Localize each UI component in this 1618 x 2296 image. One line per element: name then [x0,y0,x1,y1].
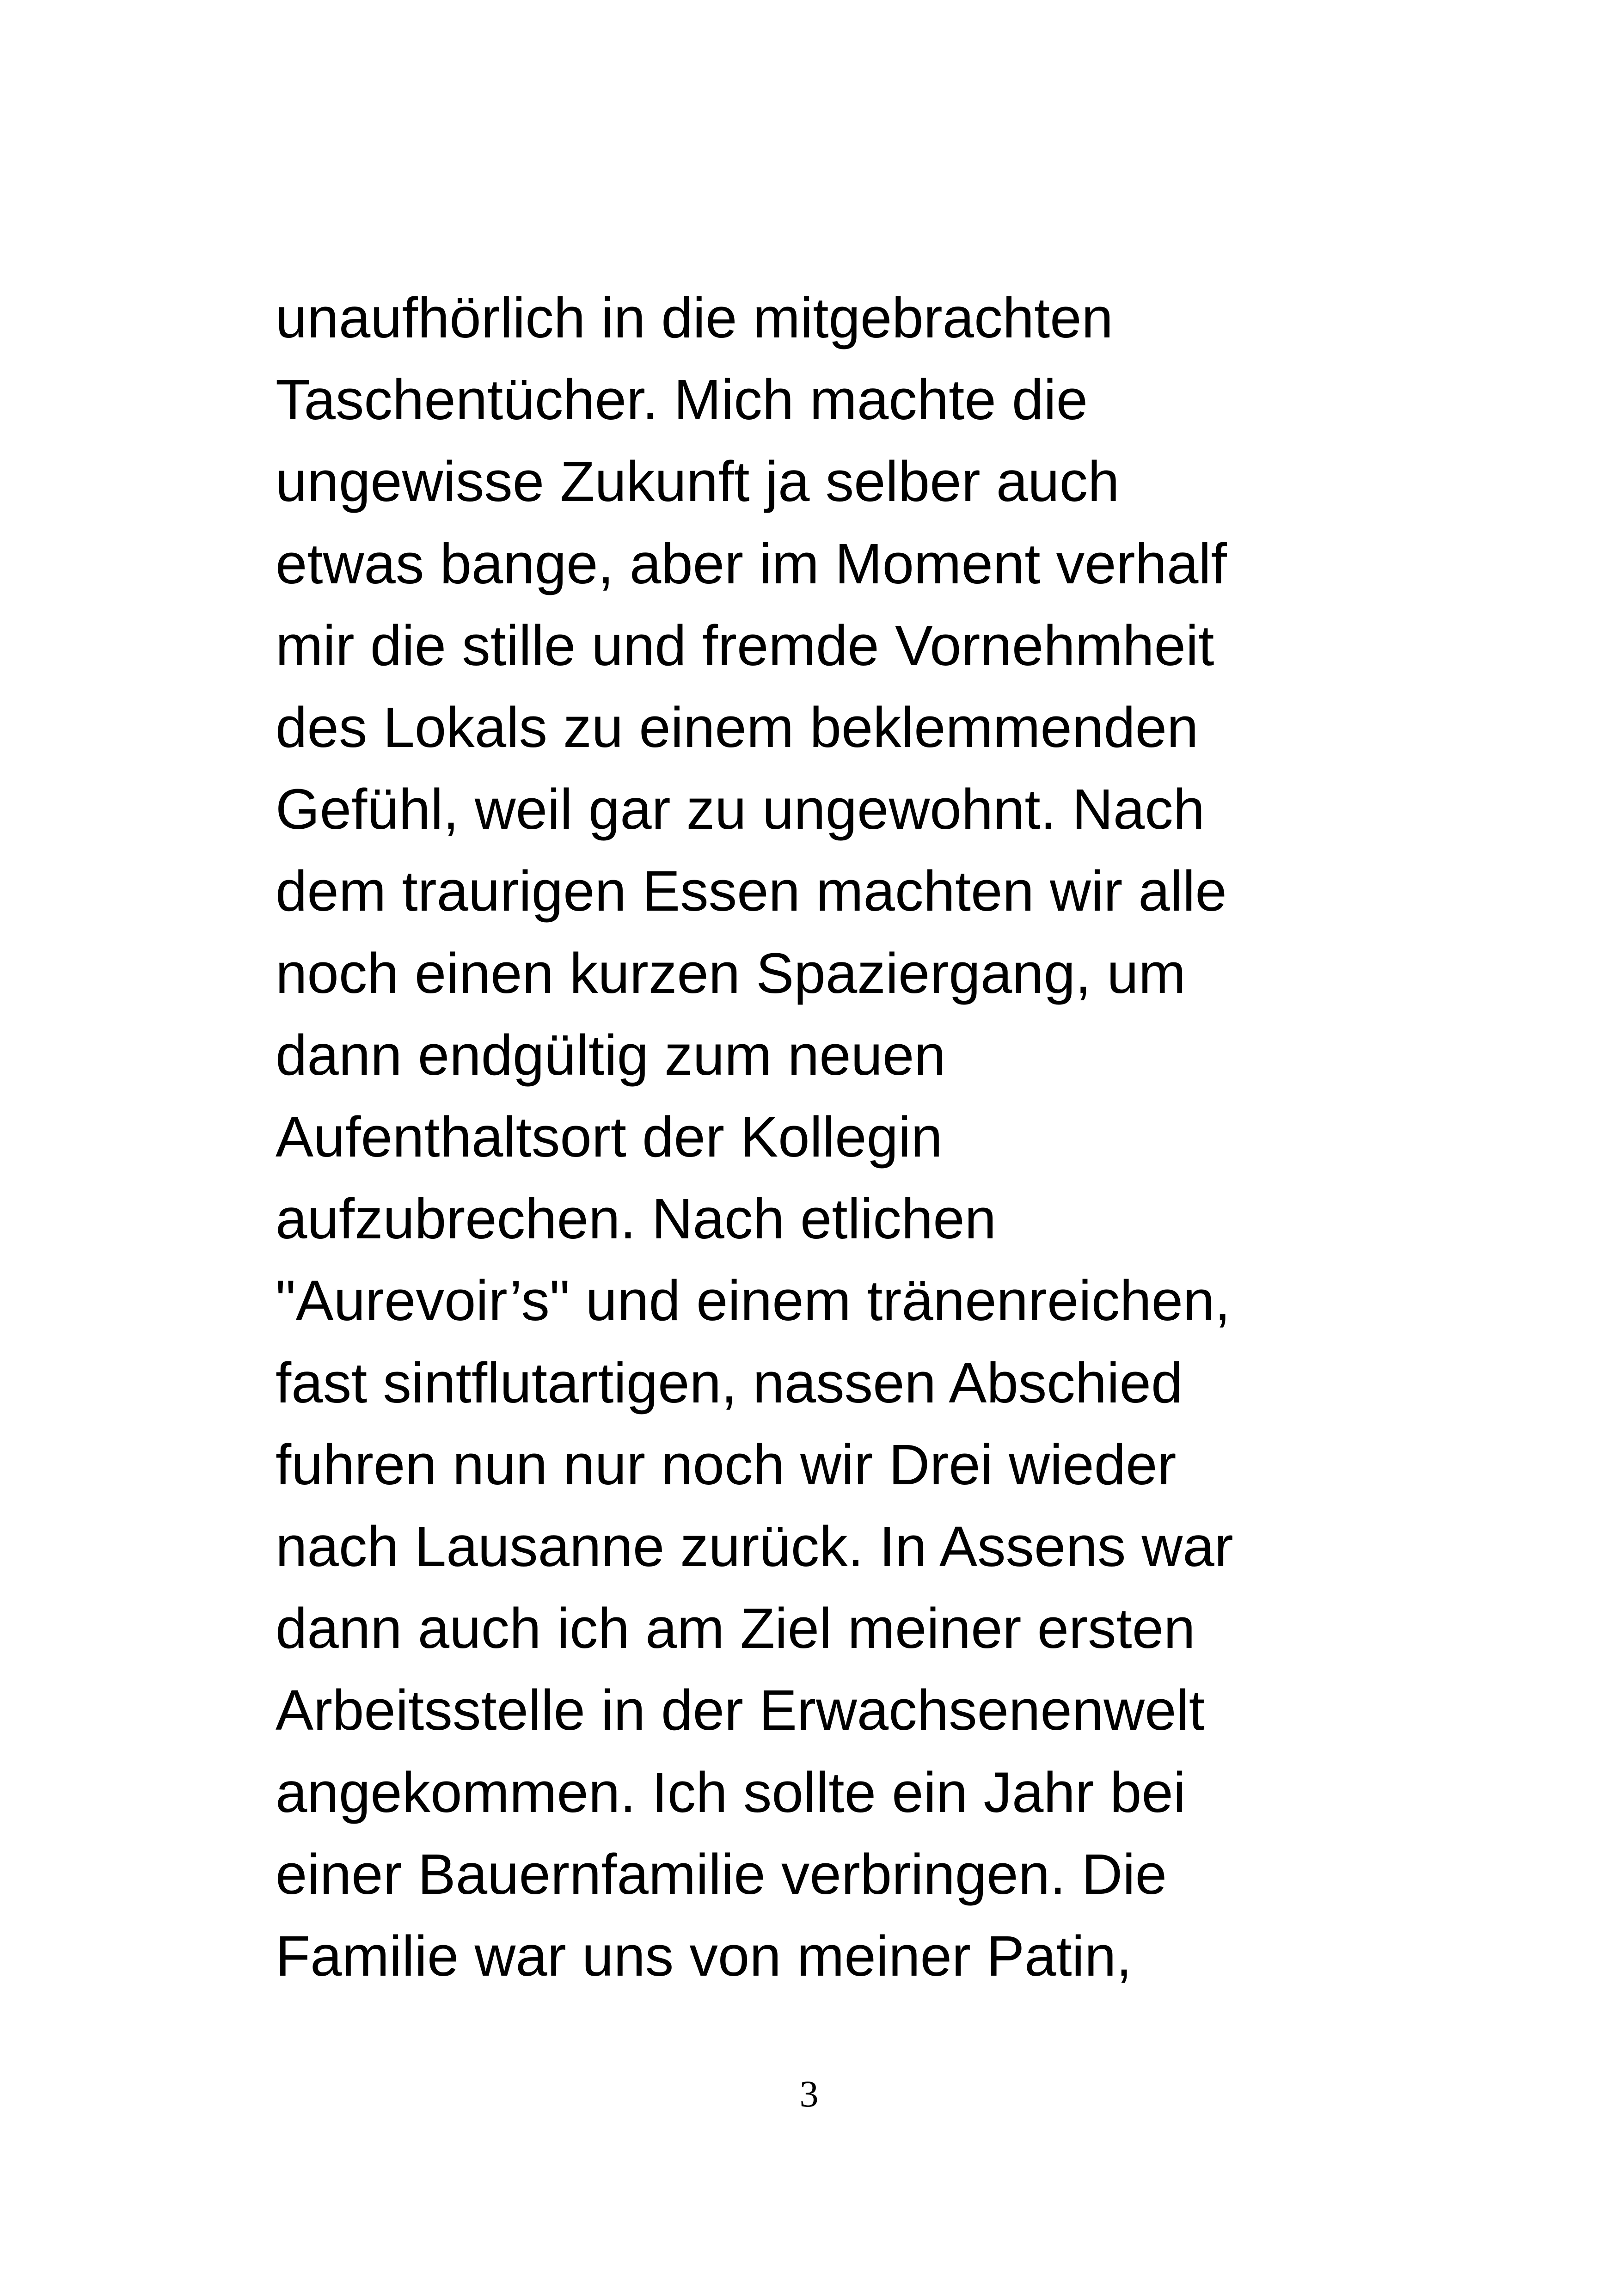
text-line: mir die stille und fremde Vornehmheit [276,614,1214,678]
text-line: fuhren nun nur noch wir Drei wieder [276,1433,1177,1497]
text-line: Gefühl, weil gar zu ungewohnt. Nach [276,778,1205,842]
text-line: dann endgültig zum neuen [276,1023,946,1087]
text-line: Familie war uns von meiner Patin, [276,1925,1132,1989]
text-line: "Aurevoir’s" und einem tränenreichen, [276,1269,1231,1333]
text-line: etwas bange, aber im Moment verhalf [276,532,1227,596]
text-line: dem traurigen Essen machten wir alle [276,860,1227,924]
page-number: 3 [799,2073,819,2115]
text-line: Arbeitsstelle in der Erwachsenenwelt [276,1679,1205,1743]
text-line: dann auch ich am Ziel meiner ersten [276,1597,1195,1661]
text-line: einer Bauernfamilie verbringen. Die [276,1843,1167,1906]
text-line: des Lokals zu einem beklemmenden [276,696,1199,760]
text-line: aufzubrechen. Nach etlichen [276,1188,997,1251]
text-line: Taschentücher. Mich machte die [276,368,1088,432]
text-line: angekommen. Ich sollte ein Jahr bei [276,1761,1186,1825]
text-line: ungewisse Zukunft ja selber auch [276,450,1120,514]
text-line: Aufenthaltsort der Kollegin [276,1106,943,1169]
body-text [276,277,1431,1997]
text-line: fast sintflutartigen, nassen Abschied [276,1351,1183,1415]
text-line: unaufhörlich in die mitgebrachten [276,287,1113,350]
text-line: nach Lausanne zurück. In Assens war [276,1515,1233,1579]
text-line: noch einen kurzen Spaziergang, um [276,942,1186,1005]
